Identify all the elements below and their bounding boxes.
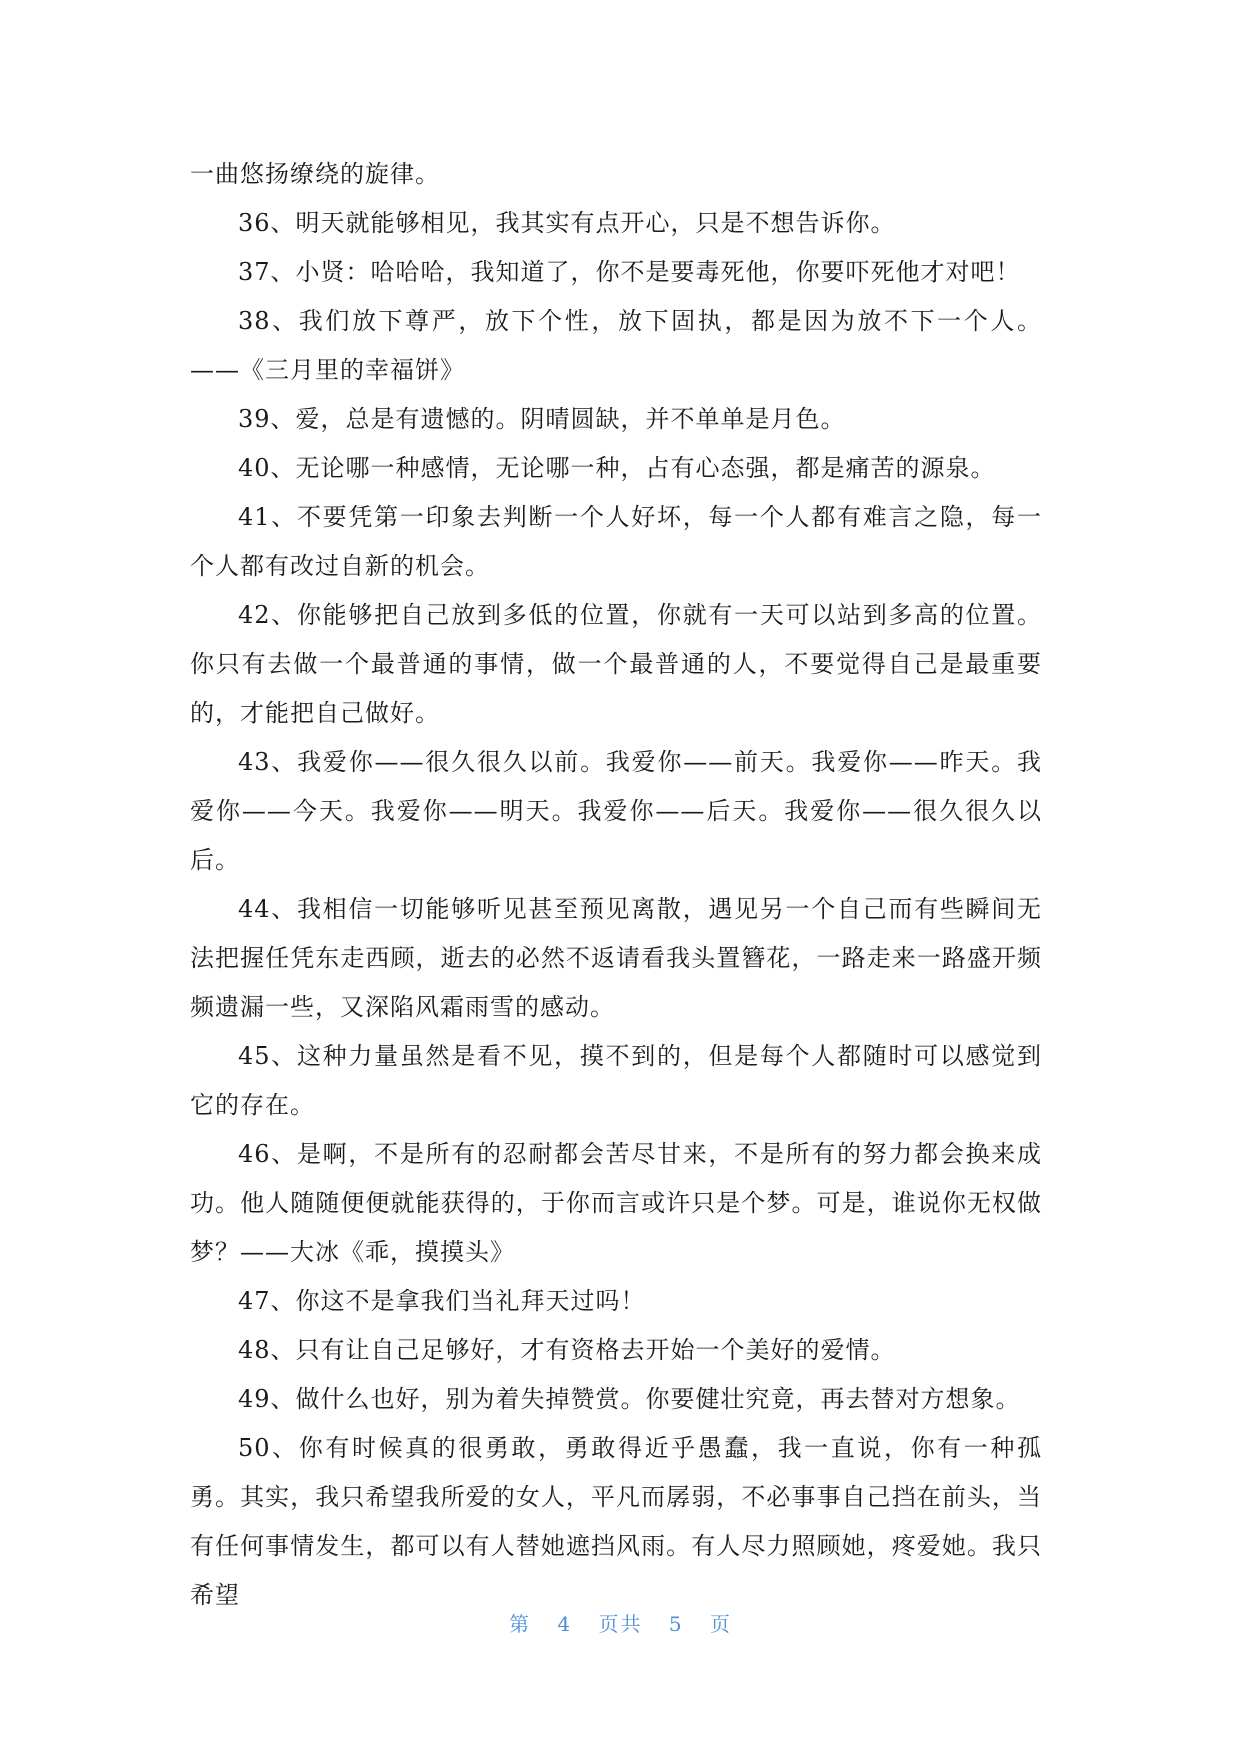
paragraph: 41、不要凭第一印象去判断一个人好坏，每一个人都有难言之隐，每一个人都有改过自新的机会。 bbox=[190, 503, 1042, 580]
paragraph: 36、明天就能够相见，我其实有点开心，只是不想告诉你。 bbox=[238, 209, 896, 237]
footer-prefix: 第 bbox=[509, 1612, 532, 1636]
paragraph: 49、做什么也好，别为着失掉赞赏。你要健壮究竟，再去替对方想象。 bbox=[238, 1385, 1021, 1413]
paragraph: 47、你这不是拿我们当礼拜天过吗！ bbox=[238, 1287, 646, 1315]
paragraph: 40、无论哪一种感情，无论哪一种，占有心态强，都是痛苦的源泉。 bbox=[238, 454, 996, 482]
paragraph: 48、只有让自己足够好，才有资格去开始一个美好的爱情。 bbox=[238, 1336, 896, 1364]
paragraph: 38、我们放下尊严，放下个性，放下固执，都是因为放不下一个人。——《三月里的幸福饼》 bbox=[190, 307, 1042, 384]
paragraph: 37、小贤：哈哈哈，我知道了，你不是要毒死他，你要吓死他才对吧！ bbox=[238, 258, 1021, 286]
footer-middle: 页共 bbox=[598, 1612, 643, 1636]
paragraph: 46、是啊，不是所有的忍耐都会苦尽甘来，不是所有的努力都会换来成功。他人随随便便就能获得的，于你而言或许只是个梦。可是，谁说你无权做梦？——大冰《乖，摸摸头》 bbox=[190, 1140, 1042, 1266]
current-page-number: 4 bbox=[557, 1612, 573, 1636]
paragraph: 43、我爱你——很久很久以前。我爱你——前天。我爱你——昨天。我爱你——今天。我爱你——明天。我爱你——后天。我爱你——很久很久以后。 bbox=[190, 748, 1042, 874]
document-body bbox=[190, 150, 1042, 1620]
paragraph: 39、爱，总是有遗憾的。阴晴圆缺，并不单单是月色。 bbox=[238, 405, 846, 433]
paragraph: 50、你有时候真的很勇敢，勇敢得近乎愚蠢，我一直说，你有一种孤勇。其实，我只希望我所爱的女人，平凡而孱弱，不必事事自己挡在前头，当有任何事情发生，都可以有人替她遮挡风雨。有人尽力照顾她，疼爱她。我只希望 bbox=[190, 1434, 1042, 1609]
footer-suffix: 页 bbox=[709, 1612, 732, 1636]
page-number-footer bbox=[0, 1608, 1241, 1637]
paragraph: 42、你能够把自己放到多低的位置，你就有一天可以站到多高的位置。你只有去做一个最普通的事情，做一个最普通的人，不要觉得自己是最重要的，才能把自己做好。 bbox=[190, 601, 1042, 727]
total-pages-number: 5 bbox=[668, 1612, 684, 1636]
paragraph: 44、我相信一切能够听见甚至预见离散，遇见另一个自己而有些瞬间无法把握任凭东走西顾，逝去的必然不返请看我头置簪花，一路走来一路盛开频频遗漏一些，又深陷风霜雨雪的感动。 bbox=[190, 895, 1042, 1021]
paragraph: 45、这种力量虽然是看不见，摸不到的，但是每个人都随时可以感觉到它的存在。 bbox=[190, 1042, 1042, 1119]
paragraph: 一曲悠扬缭绕的旋律。 bbox=[190, 160, 440, 188]
